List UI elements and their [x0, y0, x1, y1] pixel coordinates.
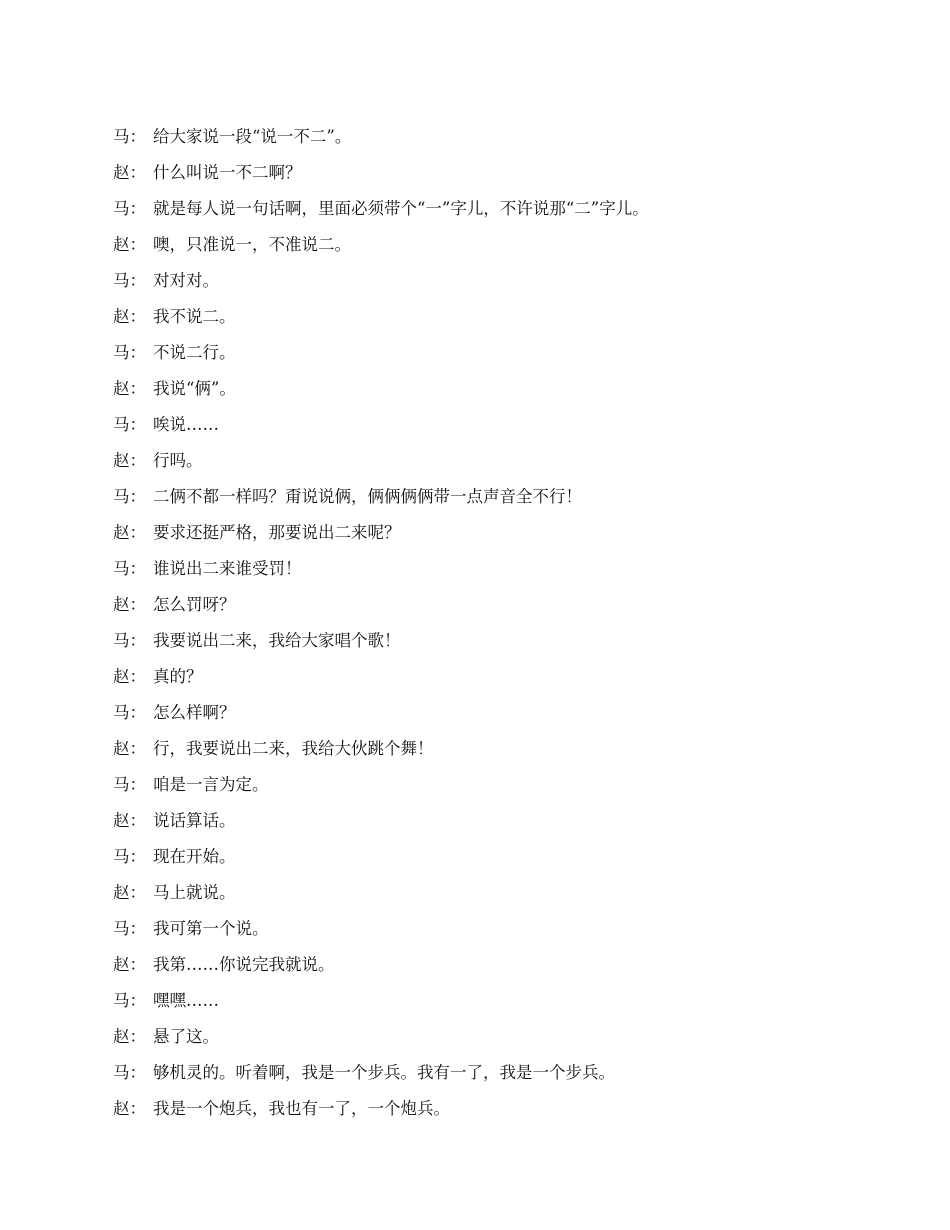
speaker-label: 马： — [113, 127, 146, 146]
speaker-label: 赵： — [113, 595, 146, 614]
line-text: 我可第一个说。 — [153, 919, 269, 938]
line-text: 行吗。 — [153, 451, 203, 470]
dialogue-line — [113, 376, 873, 412]
speaker-label: 马： — [113, 991, 146, 1010]
line-text: 给大家说一段“说一不二”。 — [153, 127, 352, 146]
line-text: 咱是一言为定。 — [153, 775, 269, 794]
speaker-label: 马： — [113, 1063, 146, 1082]
line-text: 就是每人说一句话啊，里面必须带个“一”字儿，不许说那“二”字儿。 — [153, 199, 649, 218]
dialogue-line — [113, 520, 873, 556]
speaker-label: 马： — [113, 847, 146, 866]
dialogue-line — [113, 988, 873, 1024]
speaker-label: 马： — [113, 559, 146, 578]
dialogue-line — [113, 952, 873, 988]
speaker-label: 赵： — [113, 1027, 146, 1046]
speaker-label: 赵： — [113, 163, 146, 182]
speaker-label: 赵： — [113, 451, 146, 470]
dialogue-line — [113, 268, 873, 304]
speaker-label: 马： — [113, 487, 146, 506]
line-text: 唉说…… — [153, 415, 219, 434]
line-text: 现在开始。 — [153, 847, 236, 866]
line-text: 对对对。 — [153, 271, 219, 290]
line-text: 够机灵的。听着啊，我是一个步兵。我有一了，我是一个步兵。 — [153, 1063, 615, 1082]
dialogue-line — [113, 196, 873, 232]
dialogue-line — [113, 844, 873, 880]
line-text: 谁说出二来谁受罚！ — [153, 559, 302, 578]
dialogue-line — [113, 628, 873, 664]
speaker-label: 马： — [113, 919, 146, 938]
dialogue-line — [113, 880, 873, 916]
speaker-label: 赵： — [113, 883, 146, 902]
dialogue-line — [113, 232, 873, 268]
line-text: 二俩不都一样吗？甭说说俩，俩俩俩俩带一点声音全不行！ — [153, 487, 582, 506]
dialogue-line — [113, 304, 873, 340]
dialogue-line — [113, 160, 873, 196]
line-text: 怎么样啊？ — [153, 703, 236, 722]
line-text: 什么叫说一不二啊？ — [153, 163, 302, 182]
dialogue-line — [113, 916, 873, 952]
line-text: 我不说二。 — [153, 307, 236, 326]
speaker-label: 赵： — [113, 235, 146, 254]
speaker-label: 赵： — [113, 307, 146, 326]
line-text: 不说二行。 — [153, 343, 236, 362]
speaker-label: 赵： — [113, 379, 146, 398]
line-text: 行，我要说出二来，我给大伙跳个舞！ — [153, 739, 434, 758]
dialogue-line — [113, 412, 873, 448]
dialogue-line — [113, 664, 873, 700]
dialogue-line — [113, 592, 873, 628]
line-text: 我说“俩”。 — [153, 379, 236, 398]
line-text: 说话算话。 — [153, 811, 236, 830]
line-text: 马上就说。 — [153, 883, 236, 902]
speaker-label: 马： — [113, 703, 146, 722]
dialogue-line — [113, 736, 873, 772]
speaker-label: 赵： — [113, 1099, 146, 1118]
line-text: 我是一个炮兵，我也有一了，一个炮兵。 — [153, 1099, 450, 1118]
dialogue-line — [113, 448, 873, 484]
dialogue-line — [113, 1096, 873, 1132]
speaker-label: 马： — [113, 271, 146, 290]
line-text: 我要说出二来，我给大家唱个歌！ — [153, 631, 401, 650]
speaker-label: 赵： — [113, 955, 146, 974]
speaker-label: 马： — [113, 415, 146, 434]
speaker-label: 马： — [113, 199, 146, 218]
dialogue-line — [113, 340, 873, 376]
line-text: 嘿嘿…… — [153, 991, 219, 1010]
line-text: 真的？ — [153, 667, 203, 686]
dialogue-line — [113, 124, 873, 160]
line-text: 我第……你说完我就说。 — [153, 955, 335, 974]
dialogue-line — [113, 808, 873, 844]
speaker-label: 马： — [113, 343, 146, 362]
dialogue-line — [113, 700, 873, 736]
dialogue-line — [113, 1060, 873, 1096]
line-text: 悬了这。 — [153, 1027, 219, 1046]
speaker-label: 马： — [113, 775, 146, 794]
dialogue-list — [113, 124, 873, 1132]
line-text: 怎么罚呀？ — [153, 595, 236, 614]
speaker-label: 赵： — [113, 739, 146, 758]
dialogue-line — [113, 1024, 873, 1060]
dialogue-line — [113, 556, 873, 592]
line-text: 要求还挺严格，那要说出二来呢？ — [153, 523, 401, 542]
speaker-label: 马： — [113, 631, 146, 650]
speaker-label: 赵： — [113, 811, 146, 830]
dialogue-line — [113, 484, 873, 520]
speaker-label: 赵： — [113, 667, 146, 686]
line-text: 噢，只准说一，不准说二。 — [153, 235, 351, 254]
dialogue-line — [113, 772, 873, 808]
speaker-label: 赵： — [113, 523, 146, 542]
